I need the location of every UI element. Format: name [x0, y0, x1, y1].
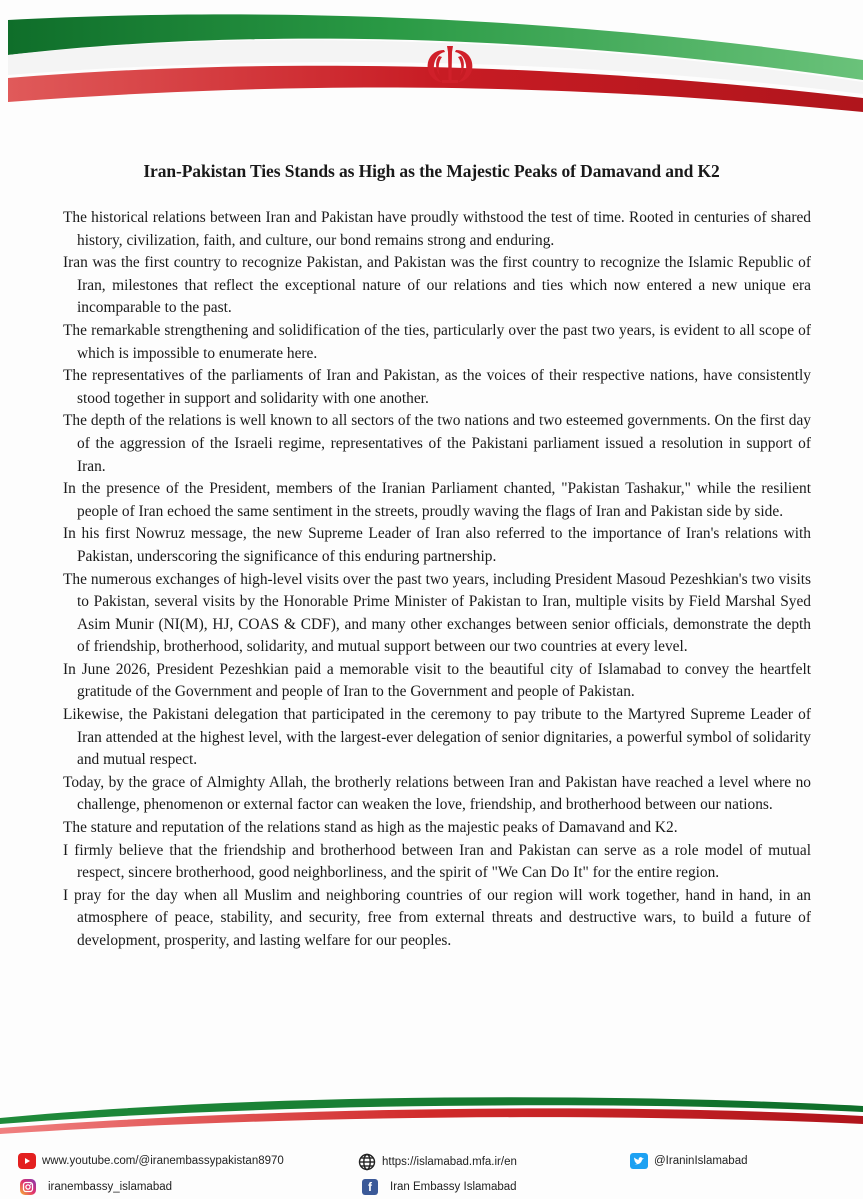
- instagram-link[interactable]: [20, 1179, 172, 1195]
- paragraph: Today, by the grace of Almighty Allah, the brotherly relations between Iran and Pakistan have reached a level where no challenge, phenomenon or external factor can weaken the love, friendship, and brotherhood between our nations.: [63, 773, 811, 814]
- paragraph: Likewise, the Pakistani delegation that participated in the ceremony to pay tribute to the Martyred Supreme Leader of Iran attended at the highest level, with the largest-ever delegation of senior dignitaries, a powerful symbol of solidarity and mutual respect.: [63, 706, 811, 769]
- emblem-icon: [418, 44, 482, 86]
- website-link[interactable]: [358, 1153, 517, 1171]
- youtube-icon: [18, 1153, 36, 1169]
- paragraph: The remarkable strengthening and solidification of the ties, particularly over the past two years, is evident to all scope of which is impossible to enumerate here.: [63, 321, 811, 362]
- paragraph: The numerous exchanges of high-level visits over the past two years, including President Masoud Pezeshkian's two visits to Pakistan, several visits by the Honorable Prime Minister of Pakistan to Iran, multiple visits by Field Marshal Syed Asim Munir (NI(M), HJ, COAS & CDF), and many other exchanges between senior officials, demonstrate the depth of friendship, brotherhood, solidarity, and mutual support between our two countries at every level.: [63, 570, 811, 656]
- paragraph: In the presence of the President, members of the Iranian Parliament chanted, "Pakistan Tashakur," while the resilient people of Iran echoed the same sentiment in the streets, proudly waving the flags of Iran and Pakistan side by side.: [63, 480, 811, 520]
- paragraph: I firmly believe that the friendship and brotherhood between Iran and Pakistan can serve as a role model of mutual respect, sincere brotherhood, good neighborliness, and the spirit of "We Can Do It" for the entire region.: [63, 841, 811, 882]
- paragraph: Iran was the first country to recognize Pakistan, and Pakistan was the first country to recognize the Islamic Republic of Iran, milestones that reflect the exceptional nature of our relations and ties which now entered a new unique era incomparable to the past.: [63, 254, 811, 317]
- twitter-link[interactable]: [630, 1153, 748, 1169]
- paragraph: In June 2026, President Pezeshkian paid a memorable visit to the beautiful city of Islamabad to convey the heartfelt gratitude of the Government and people of Iran to the Government and people of Pakistan.: [63, 660, 811, 701]
- footer-ribbon: [0, 1088, 863, 1138]
- facebook-icon: f: [362, 1179, 378, 1195]
- twitter-icon: [630, 1153, 648, 1169]
- youtube-link[interactable]: [18, 1153, 284, 1169]
- page-title: Iran-Pakistan Ties Stands as High as the Majestic Peaks of Damavand and K2: [143, 161, 720, 181]
- website-label: https://islamabad.mfa.ir/en: [382, 1156, 517, 1168]
- paragraph: In his first Nowruz message, the new Supreme Leader of Iran also referred to the importance of Iran's relations with Pakistan, underscoring the significance of this enduring partnership.: [63, 525, 811, 565]
- paragraph: The historical relations between Iran and Pakistan have proudly withstood the test of time. Rooted in centuries of shared history, civilization, faith, and culture, our bond remains strong and enduring.: [63, 209, 811, 249]
- paragraph: The representatives of the parliaments of Iran and Pakistan, as the voices of their respective nations, have consistently stood together in support and solidarity with one another.: [63, 367, 811, 407]
- facebook-link[interactable]: [362, 1179, 517, 1195]
- paragraph: The depth of the relations is well known to all sectors of the two nations and two esteemed governments. On the first day of the aggression of the Israeli regime, representatives of the Pakistani parliament issued a resolution in support of Iran.: [63, 412, 811, 475]
- paragraph: I pray for the day when all Muslim and neighboring countries of our region will work together, hand in hand, in an atmosphere of peace, stability, and security, free from external threats and destructive wars, to build a future of development, prosperity, and lasting welfare for our peoples.: [63, 886, 811, 949]
- globe-icon: [358, 1153, 376, 1171]
- instagram-label: iranembassy_islamabad: [48, 1181, 173, 1193]
- paragraph: The stature and reputation of the relations stand as high as the majestic peaks of Damavand and K2.: [63, 819, 678, 837]
- youtube-label: www.youtube.com/@iranembassypakistan8970: [42, 1155, 284, 1167]
- facebook-label: Iran Embassy Islamabad: [390, 1181, 517, 1193]
- instagram-icon: [20, 1179, 36, 1195]
- twitter-label: @IraninIslamabad: [654, 1155, 748, 1167]
- letter-body: [63, 207, 811, 953]
